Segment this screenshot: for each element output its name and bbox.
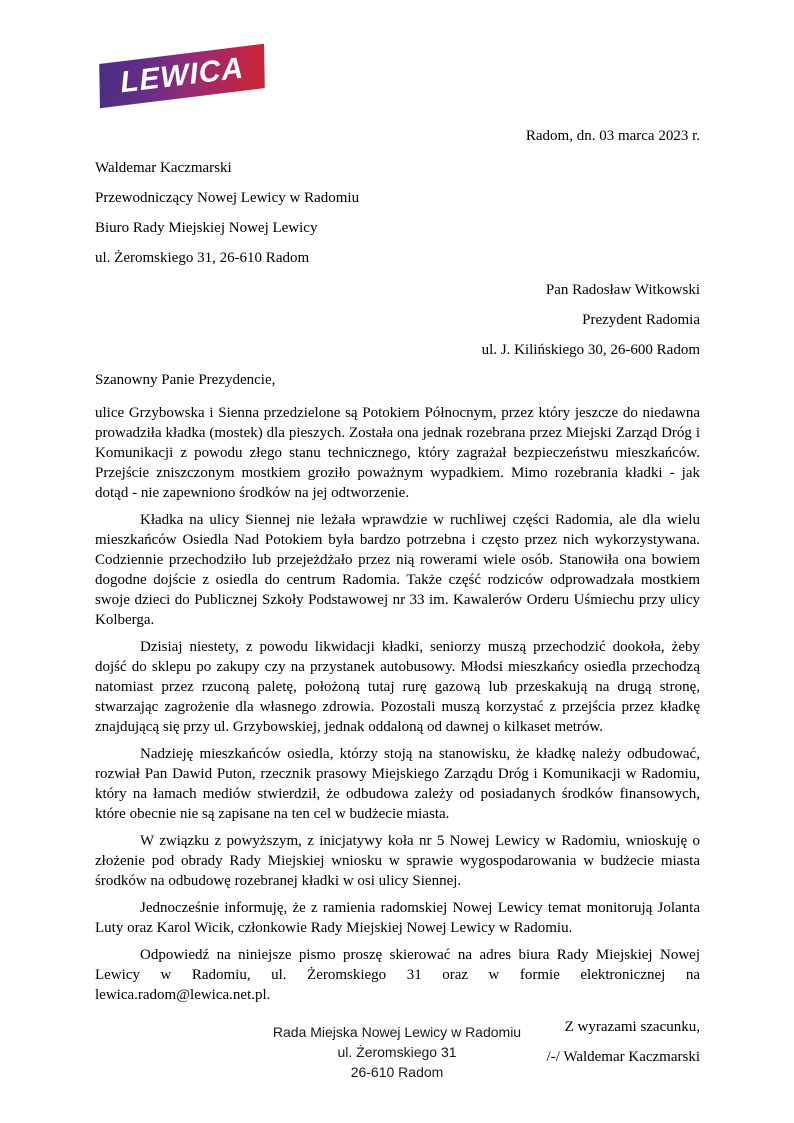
logo-container [99, 51, 700, 116]
sender-block [95, 160, 700, 266]
lewica-logo-text: LEWICA [118, 51, 246, 100]
recipient-name: Pan Radosław Witkowski [545, 282, 700, 298]
recipient-address: ul. J. Kilińskiego 30, 26-600 Radom [481, 342, 700, 358]
sender-office: Biuro Rady Miejskiej Nowej Lewicy [95, 220, 318, 236]
body-paragraph-1: ulice Grzybowska i Sienna przedzielone są Potokiem Północnym, przez który jeszcze do niedawna prowadziła kładka (mostek) dla pieszych. Została ona jednak rozebrana przez Miejski Zarząd Dróg i Komunikacji z powodu złego stanu technicznego, który zagrażał bezpieczeństwu mieszkańców. Przejście zniszczonym mostkiem groziło poważnym wypadkiem. Mimo rozebrania kładki - jak dotąd - nie zapewniono środków na jej odtworzenie. [95, 405, 700, 501]
lewica-logo [99, 44, 265, 108]
sender-name: Waldemar Kaczmarski [95, 160, 232, 176]
sender-title: Przewodniczący Nowej Lewicy w Radomiu [95, 190, 360, 206]
date-line: Radom, dn. 03 marca 2023 r. [525, 128, 700, 144]
body-paragraph-4: Nadzieję mieszkańców osiedla, którzy stoją na stanowisku, że kładkę należy odbudować, rozwiał Pan Dawid Puton, rzecznik prasowy Miejskiego Zarządu Dróg i Komunikacji w Radomiu, który na łamach mediów stwierdził, że odbudowa zależy od posiadanych środków finansowych, które obecnie nie są zapisane na ten cel w budżecie miasta. [95, 746, 700, 822]
recipient-title: Prezydent Radomia [582, 312, 700, 328]
footer-line-3: 26-610 Radom [350, 1064, 444, 1080]
sender-address: ul. Żeromskiego 31, 26-610 Radom [95, 250, 310, 266]
body-paragraph-3: Dzisiaj niestety, z powodu likwidacji kładki, seniorzy muszą przechodzić dookoła, żeby dojść do sklepu po zakupy czy na przystanek autobusowy. Młodsi mieszkańcy osiedla przechodzą natomiast przez rzuconą paletę, położoną tutaj rurę gazową lub przeskakują na drugą stronę, stwarzając zagrożenie dla własnego zdrowia. Pozostali muszą korzystać z przejścia przez kładkę znajdującą się przy ul. Grzybowskiej, jednak oddaloną od dawnej o kilkaset metrów. [95, 639, 700, 735]
footer-line-1: Rada Miejska Nowej Lewicy w Radomiu [272, 1024, 522, 1040]
footer-block [0, 1022, 794, 1082]
salutation: Szanowny Panie Prezydencie, [95, 372, 276, 388]
body-paragraph-5: W związku z powyższym, z inicjatywy koła nr 5 Nowej Lewicy w Radomiu, wnioskuję o złożenie pod obrady Rady Miejskiej wniosku w sprawie wygospodarowania w budżecie miasta środków na odbudowę rozebranej kładki w osi ulicy Siennej. [95, 833, 700, 889]
recipient-block [95, 282, 700, 358]
body-paragraph-2: Kładka na ulicy Siennej nie leżała wprawdzie w ruchliwej części Radomia, ale dla wielu mieszkańców Osiedla Nad Potokiem była bardzo potrzebna i często przez nich wykorzystywana. Codziennie przechodziło lub przejeżdżało przez nią rowerami wiele osób. Stanowiła ona bowiem dogodne dojście z osiedla do centrum Radomia. Także część rodziców odprowadzała mostkiem swoje dzieci do Publicznej Szkoły Podstawowej nr 33 im. Kawalerów Orderu Uśmiechu przy ulicy Kolberga. [95, 512, 700, 628]
body-paragraph-7: Odpowiedź na niniejsze pismo proszę skierować na adres biura Rady Miejskiej Nowej Lewicy w Radomiu, ul. Żeromskiego 31 oraz w formie elektronicznej na lewica.radom@lewica.net.pl. [95, 947, 700, 1003]
body-paragraph-6: Jednocześnie informuję, że z ramienia radomskiej Nowej Lewicy temat monitorują Jolanta Luty oraz Karol Wicik, członkowie Rady Miejskiej Nowej Lewicy w Radomiu. [95, 900, 700, 936]
valediction: Z wyrazami szacunku, [564, 1019, 700, 1035]
signature: /-/ Waldemar Kaczmarski [546, 1049, 700, 1065]
footer-line-2: ul. Żeromskiego 31 [337, 1044, 457, 1060]
letter-body [95, 403, 700, 1005]
